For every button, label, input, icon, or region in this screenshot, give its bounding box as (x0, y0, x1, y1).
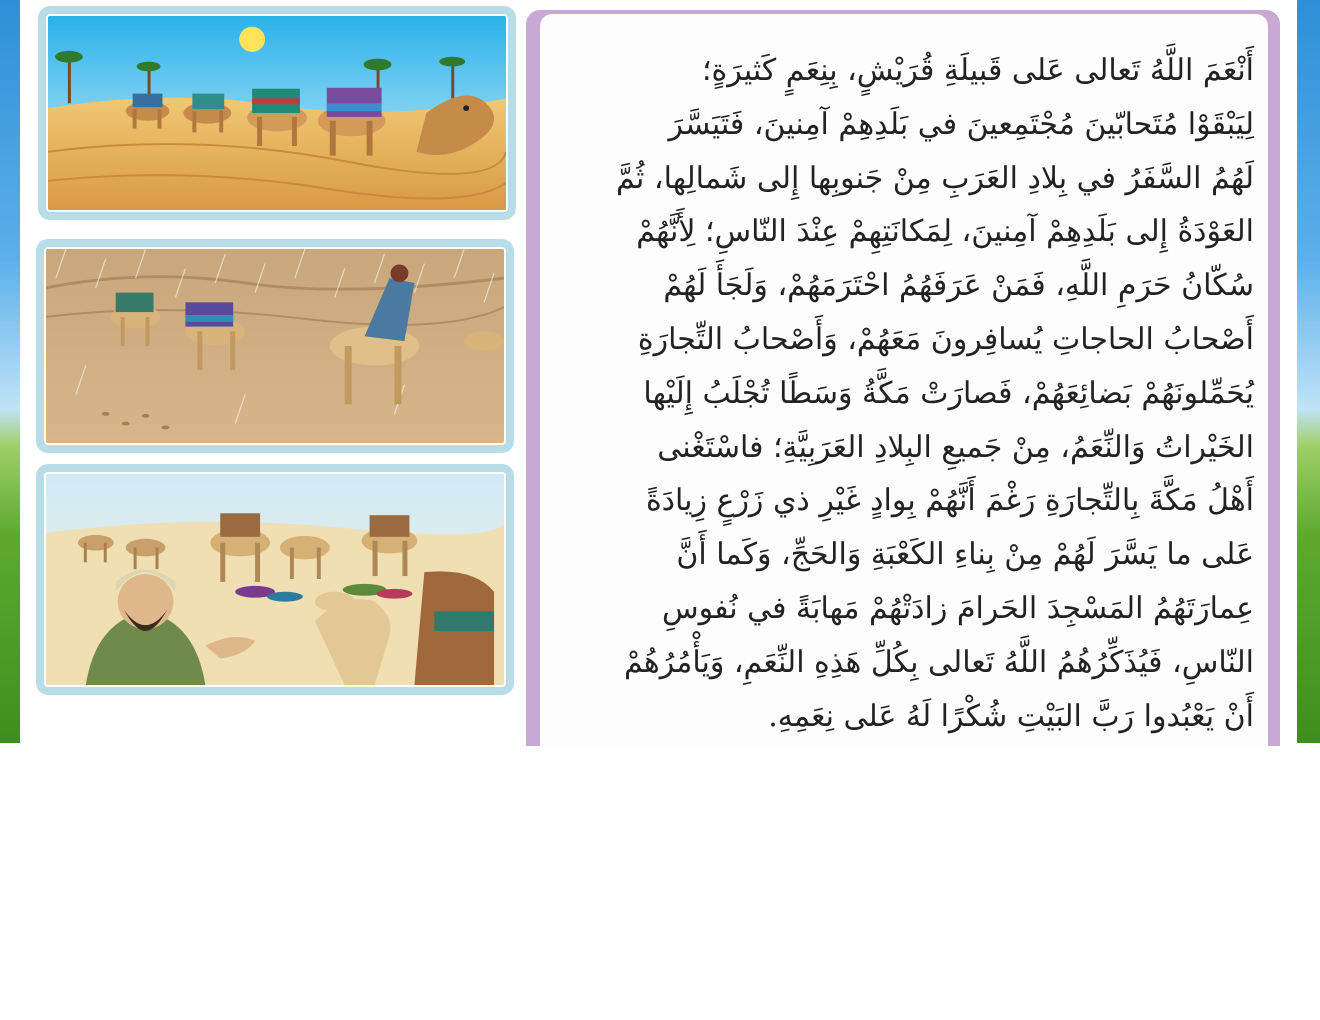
story-line: أَنْعَمَ اللَّهُ تَعالى عَلى قَبيلَةِ قُرَيْشٍ، بِنِعَمٍ كَثيرَةٍ؛ (702, 53, 1254, 88)
story-card (540, 14, 1268, 746)
caravan-rain-drawing (46, 249, 504, 443)
illustration-merchant (36, 464, 514, 695)
story-line: أَصْحابُ الحاجاتِ يُسافِرونَ مَعَهُمْ، وَأَصْحابُ التِّجارَةِ (637, 321, 1254, 357)
story-line: الخَيْراتُ وَالنِّعَمُ، مِنْ جَميعِ البِلادِ العَرَبِيَّةِ؛ فاسْتَغْنى (657, 429, 1254, 465)
story-line: أَهْلُ مَكَّةَ بِالتِّجارَةِ رَغْمَ أَنَّهُمْ بِوادٍ غَيْرِ ذي زَرْعٍ زِيادَةً (645, 483, 1254, 519)
story-line: النّاسِ، فَيُذَكِّرُهُمُ اللَّهُ تَعالى بِكُلِّ هَذِهِ النِّعَمِ، وَيَأْمُرُهُمْ (623, 644, 1254, 680)
illustration-caravan-sun (38, 6, 516, 220)
illustration-caravan-rain (36, 239, 514, 453)
story-line: لَهُمُ السَّفَرُ في بِلادِ العَرَبِ مِنْ جَنوبِها إِلى شَمالِها، ثُمَّ (616, 160, 1254, 196)
story-line: العَوْدَةُ إِلى بَلَدِهِمْ آمِنينَ، لِمَكانَتِهِمْ عِنْدَ النّاسِ؛ لِأَنَّهُمْ (636, 214, 1254, 250)
story-line: يُحَمِّلونَهُمْ بَضائِعَهُمْ، فَصارَتْ مَكَّةُ وَسَطًا تُجْلَبُ إِلَيْها (643, 375, 1254, 411)
story-line: عِمارَتَهُمُ المَسْجِدَ الحَرامَ زادَتْهُمْ مَهابَةً في نُفوسِ (661, 590, 1254, 626)
story-text (554, 44, 1254, 743)
sun-icon (239, 27, 265, 52)
story-line: عَلى ما يَسَّرَ لَهُمْ مِنْ بِناءِ الكَعْبَةِ وَالحَجِّ، وَكَما أَنَّ (676, 537, 1254, 573)
merchant-drawing (46, 474, 504, 685)
story-panel (526, 10, 1280, 746)
story-line: أَنْ يَعْبُدوا رَبَّ البَيْتِ شُكْرًا لَهُ عَلى نِعَمِهِ. (768, 698, 1254, 734)
story-line: سُكّانُ حَرَمِ اللَّهِ، فَمَنْ عَرَفَهُمُ احْتَرَمَهُمْ، وَلَجَأَ لَهُمْ (663, 268, 1254, 304)
caravan-sun-drawing (48, 16, 506, 210)
story-line: لِيَبْقَوْا مُتَحابّينَ مُجْتَمِعينَ في بَلَدِهِمْ آمِنينَ، فَتَيَسَّرَ (668, 106, 1254, 142)
